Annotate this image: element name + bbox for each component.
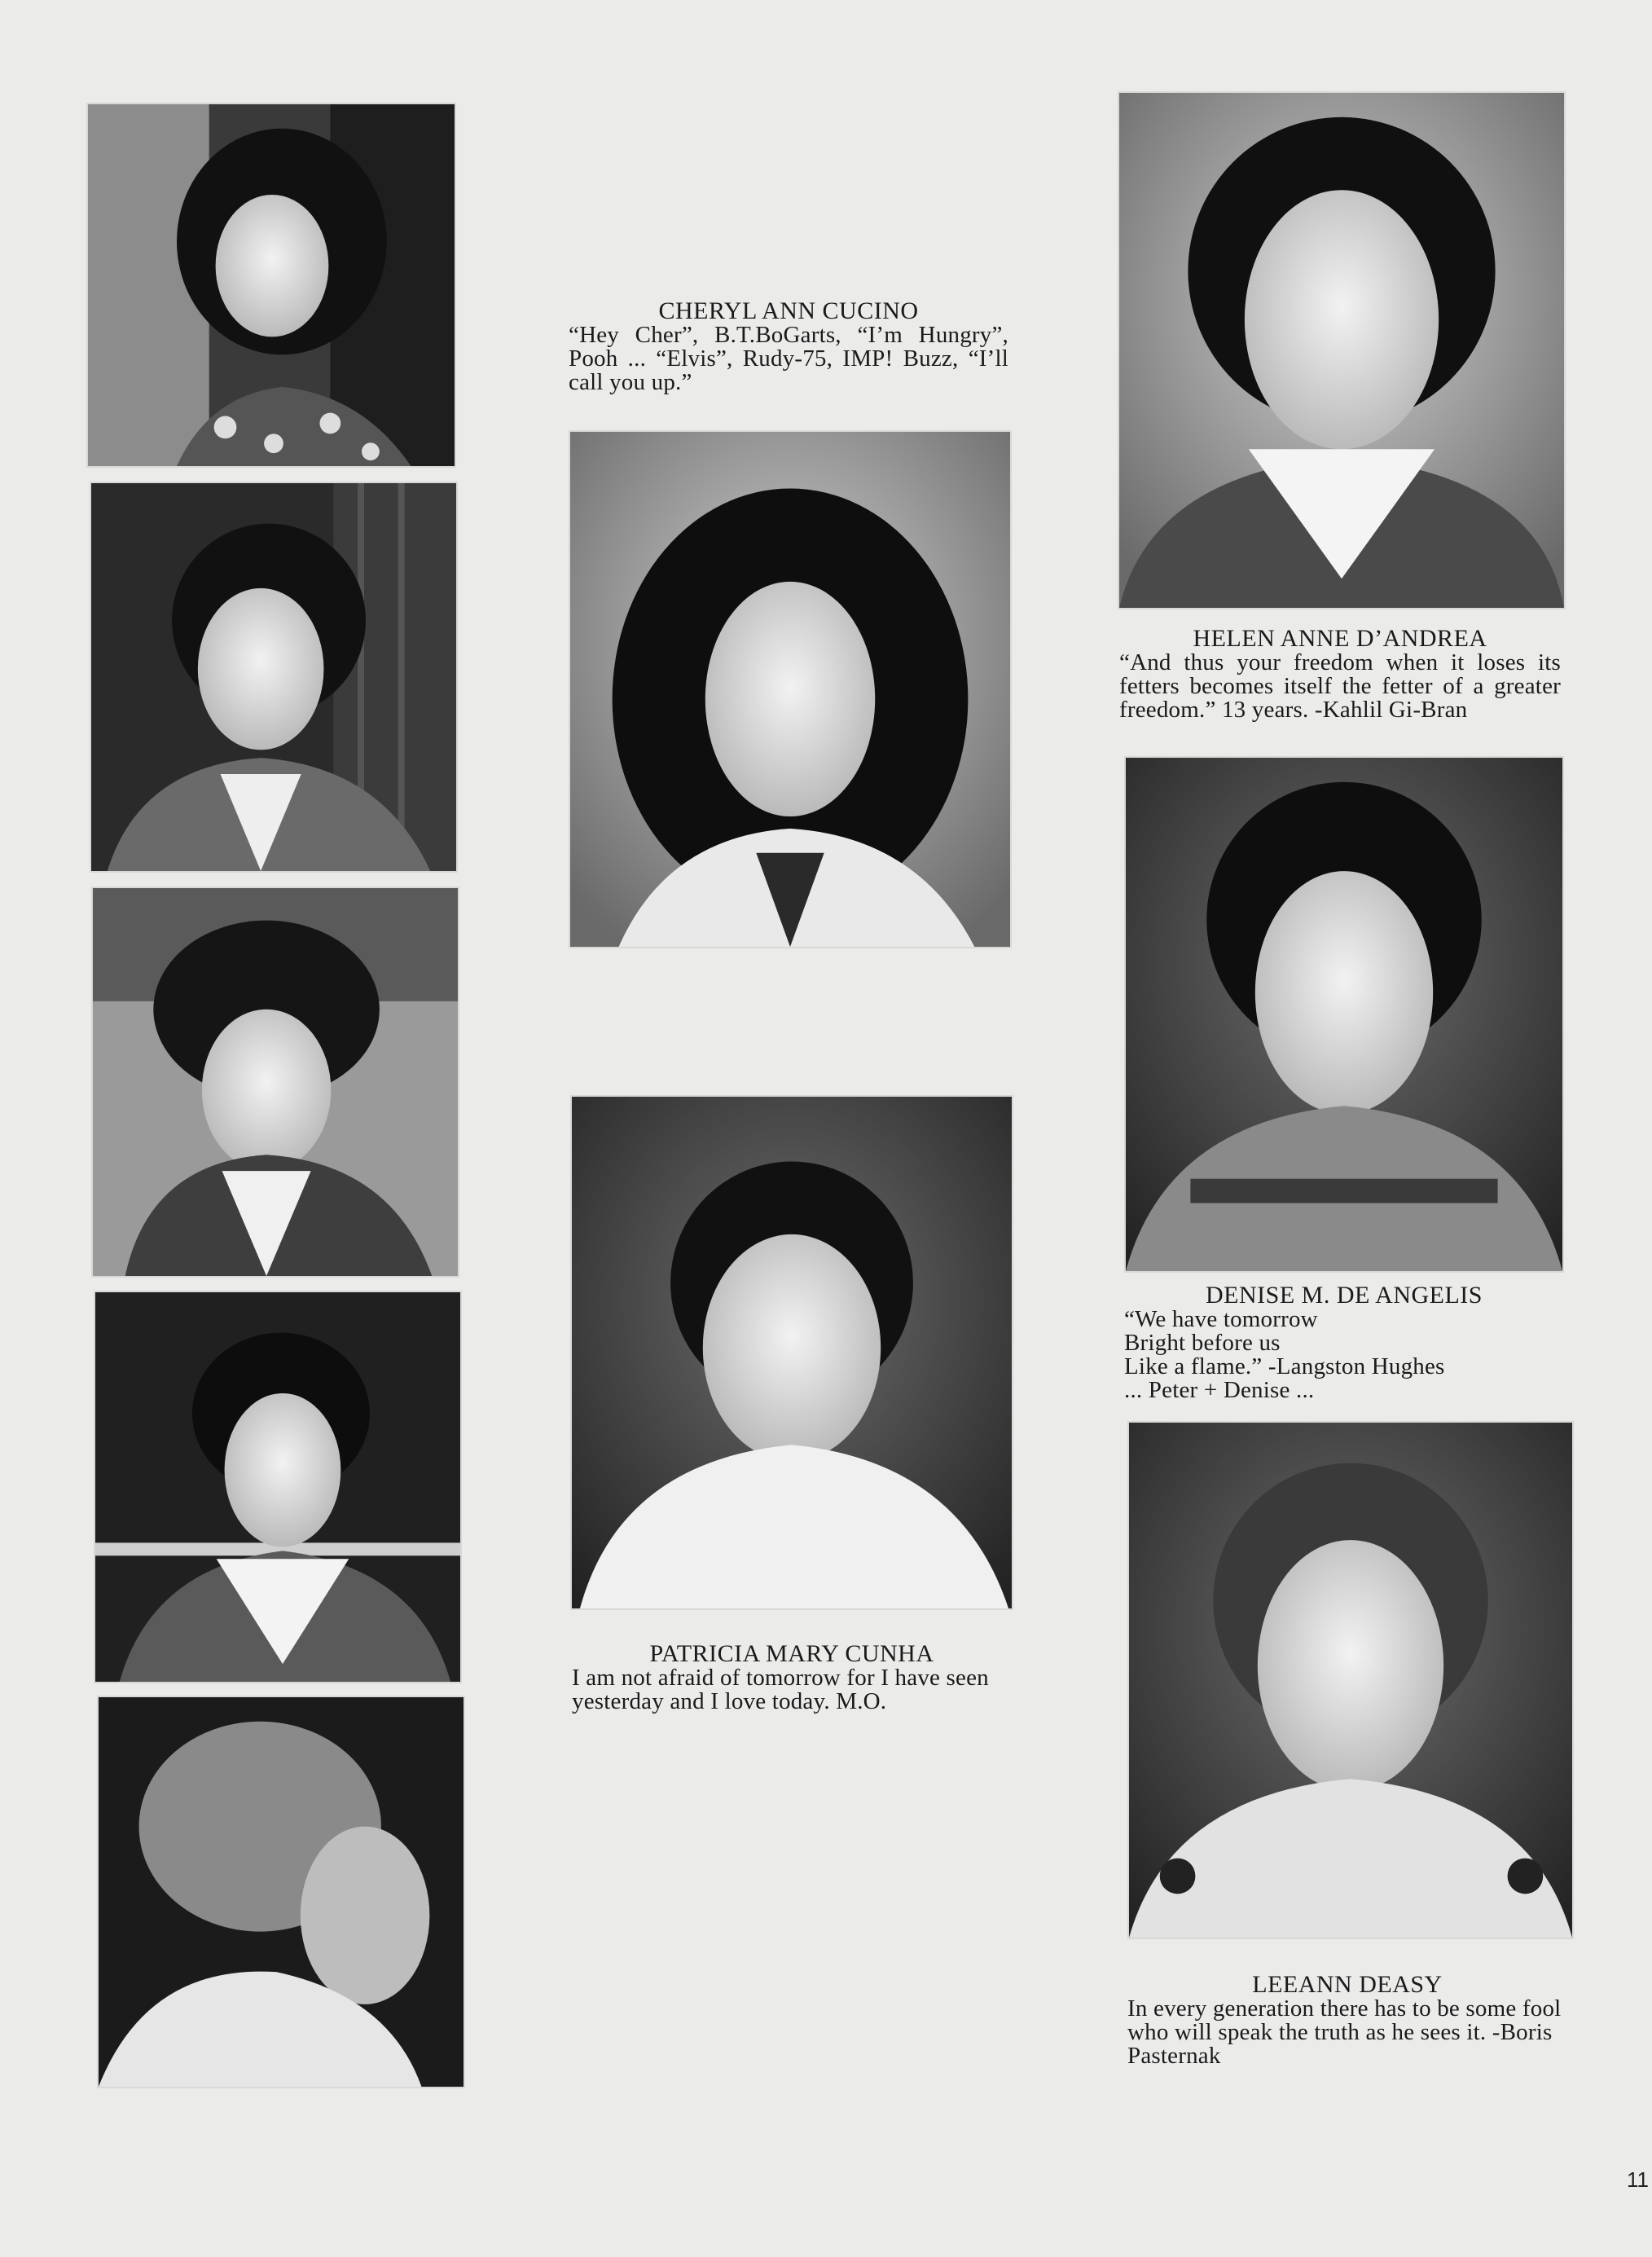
senior-caption-cucino: [569, 298, 1008, 394]
candid-photo-4: [94, 1291, 462, 1683]
senior-portrait-dandrea: [1118, 91, 1566, 609]
senior-name: DENISE M. DE ANGELIS: [1206, 1282, 1483, 1309]
senior-caption-deangelis: [1124, 1282, 1564, 1402]
senior-name: PATRICIA MARY CUNHA: [649, 1640, 934, 1667]
senior-portrait-cucino: [569, 430, 1012, 948]
senior-quote: “Hey Cher”, B.T.BoGarts, “I’m Hungry”, Pooh ... “Elvis”, Rudy-75, IMP! Buzz, “I’ll call you up.”: [569, 322, 1008, 395]
senior-quote: “And thus your freedom when it loses its fetters becomes itself the fetter of a greater freedom.” 13 years. -Kahlil Gi-Bran: [1119, 649, 1561, 723]
senior-name: HELEN ANNE D’ANDREA: [1193, 625, 1487, 652]
senior-name: LEEANN DEASY: [1252, 1971, 1443, 1998]
candid-photo-2: [90, 482, 458, 873]
senior-portrait-cunha: [570, 1095, 1013, 1610]
senior-portrait-deangelis: [1124, 756, 1564, 1273]
senior-caption-deasy: [1127, 1972, 1567, 2068]
senior-quote: I am not afraid of tomorrow for I have seen yesterday and I love today. M.O.: [572, 1665, 989, 1714]
senior-name: CHERYL ANN CUCINO: [658, 297, 919, 324]
senior-caption-dandrea: [1119, 626, 1561, 722]
senior-caption-cunha: [572, 1641, 1012, 1714]
page-number: 11: [1627, 2167, 1649, 2192]
candid-photo-3: [91, 887, 459, 1278]
senior-portrait-deasy: [1127, 1421, 1574, 1939]
senior-quote: In every generation there has to be some fool who will speak the truth as he sees it. -Boris Pasternak: [1127, 1995, 1562, 2069]
candid-photo-5: [97, 1696, 465, 2088]
senior-quote: “We have tomorrow Bright before us Like a flame.” -Langston Hughes ... Peter + Denise ...: [1124, 1306, 1445, 1403]
candid-photo-1: [86, 103, 456, 468]
